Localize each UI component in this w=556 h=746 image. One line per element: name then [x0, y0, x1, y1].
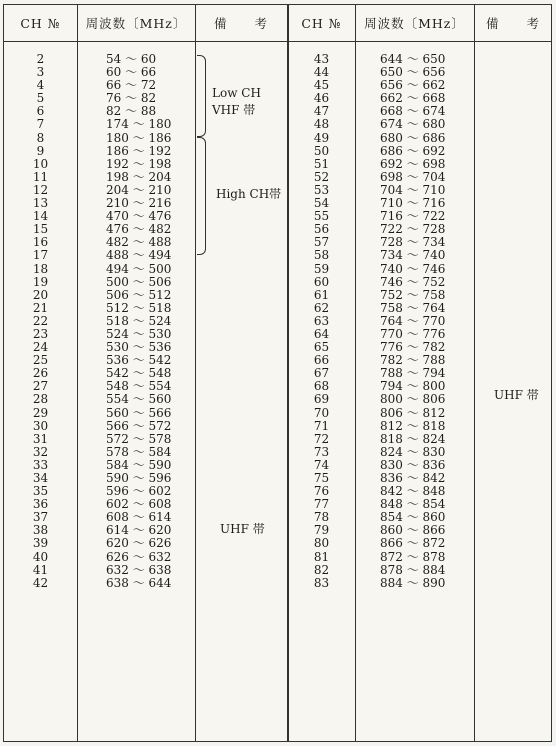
frequency-range: 186 ～ 192: [106, 143, 172, 158]
channel-number: 31: [32, 431, 49, 446]
frequency-range: 554 ～ 560: [106, 392, 172, 407]
frequency-range: 482 ～ 488: [106, 235, 172, 250]
frequency-range: 800 ～ 806: [380, 392, 446, 407]
frequency-range: 632 ～ 638: [106, 562, 172, 577]
frequency-range: 686 ～ 692: [380, 143, 446, 158]
frequency-range: 716 ～ 722: [380, 209, 446, 224]
frequency-range: 560 ～ 566: [106, 405, 172, 420]
channel-number: 19: [32, 274, 49, 289]
remark-vhf: VHF 帯: [212, 103, 256, 117]
channel-number: 79: [313, 523, 330, 538]
channel-number: 14: [32, 209, 49, 224]
remark-low-ch: Low CH: [212, 86, 261, 100]
frequency-range: 54 ～ 60: [106, 52, 157, 66]
channel-number: 50: [313, 143, 330, 158]
frequency-range: 788 ～ 794: [380, 366, 446, 381]
channel-number: 10: [32, 156, 49, 171]
frequency-range: 542 ～ 548: [106, 366, 172, 381]
remark-uhf-left: UHF 帯: [220, 522, 265, 536]
frequency-range: 518 ～ 524: [106, 313, 172, 328]
channel-number: 82: [313, 562, 330, 577]
channel-number: 2: [36, 52, 45, 66]
header-freq-left: 周波数〔MHz〕: [85, 16, 187, 31]
frequency-range: 470 ～ 476: [106, 209, 172, 224]
frequency-range: 854 ～ 860: [380, 510, 446, 525]
channel-number: 18: [32, 261, 49, 276]
channel-number: 15: [32, 222, 49, 237]
channel-number: 35: [32, 484, 49, 499]
channel-number: 74: [313, 457, 330, 472]
channel-number: 46: [313, 91, 330, 106]
channel-number: 39: [32, 536, 49, 551]
frequency-range: 530 ～ 536: [106, 340, 172, 355]
frequency-range: 204 ～ 210: [106, 182, 172, 197]
channel-number: 36: [32, 497, 49, 512]
remark-high-ch: High CH帯: [216, 187, 282, 201]
channel-number: 69: [313, 392, 330, 407]
frequency-range: 782 ～ 788: [380, 353, 446, 368]
channel-number: 65: [313, 340, 330, 355]
frequency-range: 794 ～ 800: [380, 379, 446, 394]
channel-number: 73: [313, 444, 330, 459]
frequency-range: 536 ～ 542: [106, 353, 172, 368]
channel-number: 68: [313, 379, 330, 394]
frequency-range: 608 ～ 614: [106, 510, 172, 525]
frequency-range: 626 ～ 632: [106, 549, 172, 564]
frequency-range: 566 ～ 572: [106, 418, 172, 433]
frequency-range: 584 ～ 590: [106, 457, 172, 472]
frequency-range: 776 ～ 782: [380, 340, 446, 355]
frequency-range: 590 ～ 596: [106, 471, 172, 485]
channel-number: 43: [313, 52, 330, 66]
channel-number: 8: [36, 130, 45, 145]
frequency-range: 60 ～ 66: [106, 65, 157, 80]
frequency-range: 698 ～ 704: [380, 169, 446, 184]
frequency-range: 662 ～ 668: [380, 91, 446, 106]
channel-number: 16: [32, 235, 49, 250]
frequency-range: 614 ～ 620: [106, 523, 172, 538]
left-freq-column: [106, 53, 194, 590]
channel-number: 6: [36, 104, 45, 119]
left-ch-column: [4, 53, 77, 590]
frequency-range: 494 ～ 500: [106, 261, 172, 276]
channel-number: 20: [32, 287, 49, 302]
frequency-range: 734 ～ 740: [380, 248, 446, 263]
channel-number: 7: [36, 117, 45, 132]
channel-number: 27: [32, 379, 49, 394]
frequency-range: 668 ～ 674: [380, 104, 446, 119]
channel-number: 52: [313, 169, 330, 184]
frequency-range: 76 ～ 82: [106, 91, 157, 106]
frequency-range: 830 ～ 836: [380, 457, 446, 472]
channel-number: 12: [32, 182, 49, 197]
channel-number: 11: [32, 169, 49, 184]
header-remark-right: 備 考: [485, 16, 540, 31]
channel-number: 61: [313, 287, 330, 302]
channel-number: 25: [32, 353, 49, 368]
channel-number: 17: [32, 248, 49, 263]
channel-number: 59: [313, 261, 330, 276]
channel-number: 44: [313, 65, 330, 80]
channel-number: 62: [313, 300, 330, 315]
frequency-range: 578 ～ 584: [106, 444, 172, 459]
frequency-range: 596 ～ 602: [106, 484, 172, 499]
frequency-range: 680 ～ 686: [380, 130, 446, 145]
channel-number: 70: [313, 405, 330, 420]
frequency-range: 524 ～ 530: [106, 326, 172, 341]
frequency-range: 824 ～ 830: [380, 444, 446, 459]
frequency-range: 602 ～ 608: [106, 497, 172, 512]
header-divider: [4, 41, 551, 42]
channel-number: 21: [32, 300, 49, 315]
frequency-range: 806 ～ 812: [380, 405, 446, 420]
channel-number: 48: [313, 117, 330, 132]
frequency-range: 722 ～ 728: [380, 222, 446, 237]
channel-number: 56: [313, 222, 330, 237]
channel-number: 24: [32, 340, 49, 355]
header-freq-right: 周波数〔MHz〕: [364, 16, 465, 31]
channel-number: 49: [313, 130, 330, 145]
channel-number: 57: [313, 235, 330, 250]
right-freq-column: [380, 53, 472, 590]
channel-number: 76: [313, 484, 330, 499]
channel-number: 9: [36, 143, 45, 158]
frequency-range: 476 ～ 482: [106, 222, 172, 237]
channel-number: 37: [32, 510, 49, 525]
channel-number: 53: [313, 182, 330, 197]
channel-number: 32: [32, 444, 49, 459]
frequency-range: 506 ～ 512: [106, 287, 172, 302]
frequency-range: 644 ～ 650: [380, 52, 446, 66]
channel-number: 38: [32, 523, 49, 538]
frequency-range: 656 ～ 662: [380, 78, 446, 93]
channel-number: 4: [36, 78, 45, 93]
frequency-range: 812 ～ 818: [380, 418, 446, 433]
frequency-range: 704 ～ 710: [380, 182, 446, 197]
channel-frequency-table: [3, 4, 552, 742]
frequency-range: 638 ～ 644: [106, 575, 172, 590]
frequency-range: 752 ～ 758: [380, 287, 446, 302]
frequency-range: 866 ～ 872: [380, 536, 446, 551]
channel-number: 22: [32, 313, 49, 328]
channel-number: 72: [313, 431, 330, 446]
channel-number: 54: [313, 196, 330, 211]
channel-number: 64: [313, 326, 330, 341]
frequency-range: 572 ～ 578: [106, 431, 172, 446]
frequency-range: 66 ～ 72: [106, 78, 157, 93]
right-ch-column: [288, 53, 355, 590]
frequency-range: 674 ～ 680: [380, 117, 446, 132]
frequency-range: 728 ～ 734: [380, 235, 446, 250]
frequency-range: 512 ～ 518: [106, 300, 172, 315]
high-ch-brace: [197, 137, 206, 255]
channel-number: 29: [32, 405, 49, 420]
channel-number: 58: [313, 248, 330, 263]
channel-number: 33: [32, 457, 49, 472]
channel-number: 51: [313, 156, 330, 171]
frequency-range: 180 ～ 186: [106, 130, 172, 145]
header-remark-left: 備 考: [213, 16, 268, 31]
header-ch-left: CH №: [20, 15, 61, 31]
header-ch-right: CH №: [301, 15, 342, 31]
frequency-range: 818 ～ 824: [380, 431, 446, 446]
channel-number: 34: [32, 471, 49, 485]
frequency-range: 548 ～ 554: [106, 379, 172, 394]
channel-number: 55: [313, 209, 330, 224]
channel-number: 41: [32, 562, 49, 577]
frequency-range: 872 ～ 878: [380, 549, 446, 564]
channel-number: 60: [313, 274, 330, 289]
channel-number: 63: [313, 313, 330, 328]
frequency-range: 746 ～ 752: [380, 274, 446, 289]
channel-number: 81: [313, 549, 330, 564]
frequency-range: 192 ～ 198: [106, 156, 172, 171]
frequency-range: 710 ～ 716: [380, 196, 446, 211]
frequency-range: 82 ～ 88: [106, 104, 157, 119]
frequency-range: 692 ～ 698: [380, 156, 446, 171]
channel-number: 75: [313, 471, 330, 485]
channel-number: 77: [313, 497, 330, 512]
channel-number: 30: [32, 418, 49, 433]
channel-number: 47: [313, 104, 330, 119]
frequency-range: 198 ～ 204: [106, 169, 172, 184]
frequency-range: 758 ～ 764: [380, 300, 446, 315]
channel-number: 40: [32, 549, 49, 564]
frequency-range: 740 ～ 746: [380, 261, 446, 276]
frequency-range: 650 ～ 656: [380, 65, 446, 80]
channel-number: 5: [36, 91, 45, 106]
remark-uhf-right: UHF 帯: [494, 388, 539, 402]
channel-number: 28: [32, 392, 49, 407]
frequency-range: 878 ～ 884: [380, 562, 446, 577]
frequency-range: 174 ～ 180: [106, 117, 172, 132]
channel-number: 78: [313, 510, 330, 525]
frequency-range: 770 ～ 776: [380, 326, 446, 341]
channel-number: 67: [313, 366, 330, 381]
frequency-range: 210 ～ 216: [106, 196, 172, 211]
frequency-range: 500 ～ 506: [106, 274, 172, 289]
channel-number: 45: [313, 78, 330, 93]
channel-number: 13: [32, 196, 49, 211]
channel-number: 23: [32, 326, 49, 341]
frequency-range: 842 ～ 848: [380, 484, 446, 499]
frequency-range: 836 ～ 842: [380, 471, 446, 485]
channel-number: 26: [32, 366, 49, 381]
channel-number: 3: [36, 65, 45, 80]
channel-number: 66: [313, 353, 330, 368]
frequency-range: 620 ～ 626: [106, 536, 172, 551]
frequency-range: 860 ～ 866: [380, 523, 446, 538]
frequency-range: 488 ～ 494: [106, 248, 172, 263]
channel-number: 83: [313, 575, 330, 590]
channel-number: 71: [313, 418, 330, 433]
channel-number: 80: [313, 536, 330, 551]
channel-number: 42: [32, 575, 49, 590]
frequency-range: 884 ～ 890: [380, 575, 446, 590]
frequency-range: 764 ～ 770: [380, 313, 446, 328]
low-ch-brace: [197, 55, 206, 137]
frequency-range: 848 ～ 854: [380, 497, 446, 512]
